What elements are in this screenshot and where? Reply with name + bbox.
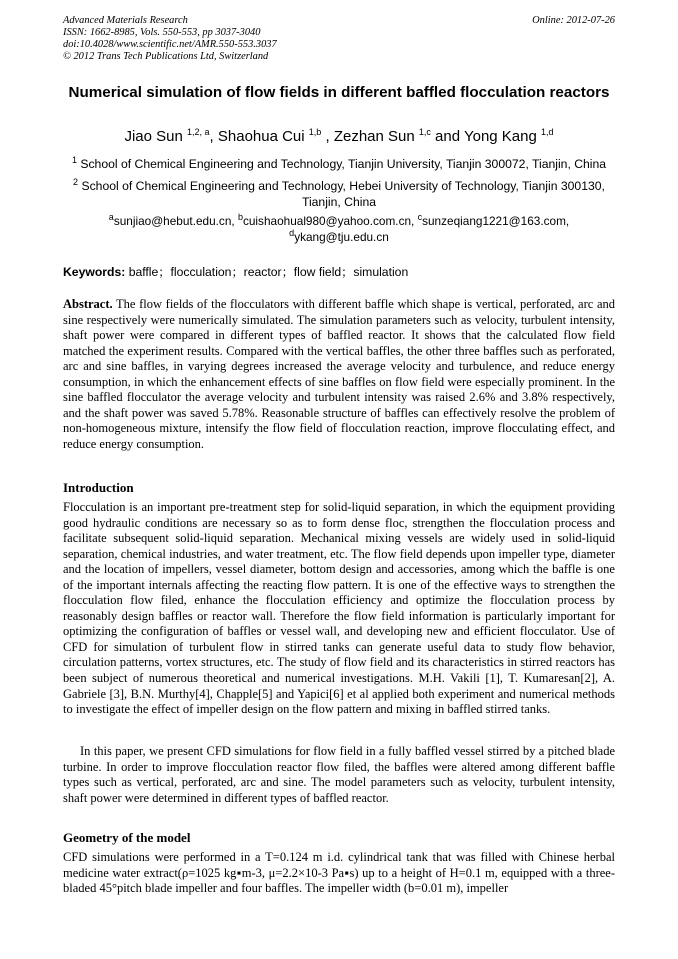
email-mark: d xyxy=(289,227,295,238)
email-mark: c xyxy=(417,212,423,223)
affiliation-mark: 1 xyxy=(71,154,77,165)
email-mark: a xyxy=(108,212,114,223)
section-heading-introduction: Introduction xyxy=(63,480,134,495)
author-name: Shaohua Cui xyxy=(217,128,305,145)
introduction-paragraph-2: In this paper, we present CFD simulations for flow field in a fully baffled vessel stirred by a pitched blade turbine. In order to improve flocculation reactor flow filed, the baffles were altered among different baffle types such as vertical, perforated, arc and sine. The model parameters such as velocity, turbulent intensity, shaft power were determined in different types of baffled reactor. xyxy=(63,744,615,805)
doi-line: doi:10.4028/www.scientific.net/AMR.550-553.3037 xyxy=(63,39,277,50)
author-affiliation-mark: 1,b xyxy=(308,127,322,137)
paper-title: Numerical simulation of flow fields in different baffled flocculation reactors xyxy=(68,84,610,101)
author-name: Jiao Sun xyxy=(124,128,183,145)
keywords xyxy=(63,265,615,280)
email-address[interactable]: sunjiao@hebut.edu.cn, xyxy=(113,214,238,228)
affiliation-mark: 2 xyxy=(73,176,79,187)
affiliation-text: School of Chemical Engineering and Technology, Hebei University of Technology, Tianjin 300130, Tianjin, China xyxy=(78,179,605,209)
email-list xyxy=(63,214,615,245)
journal-name: Advanced Materials Research xyxy=(63,15,188,26)
email-address[interactable]: ykang@tju.edu.cn xyxy=(294,229,389,244)
issn-line: ISSN: 1662-8985, Vols. 550-553, pp 3037-3040 xyxy=(63,27,261,38)
journal-header xyxy=(63,15,277,63)
author-affiliation-mark: 1,d xyxy=(541,127,554,137)
affiliation-text: School of Chemical Engineering and Technology, Tianjin University, Tianjin 300072, Tianjin, China xyxy=(76,157,607,171)
keywords-text: baffle；flocculation；reactor；flow field；simulation xyxy=(125,265,409,279)
abstract-text: The flow fields of the flocculators with different baffle which shape is vertical, perforated, arc and sine respectively were numerically simulated. The simulation parameters such as velocity, turbulent intensity, shaft power were compared in different types of baffled reactor. It shows that the calculated flow field matched the experiment results. Compared with the vertical baffles, the other three baffles such as perforated, arc and sine baffles, in varying degrees increased the average velocity and turbulence, and reduce energy consumption, in which the enhancement effects of sine baffles on flow field were especially prominent. In the sine baffled flocculator the average velocity and turbulent intensity was raised 2.6% and 3.8% respectively, and the shaft power was saved 5.78%. Reasonable structure of baffles can effectively resolve the problem of non-homogeneous mixture, intensify the flow field of flocculation reaction, improve flocculating effect, and reduce energy consumption. xyxy=(63,297,615,451)
author-name: Zezhan Sun xyxy=(333,128,415,145)
author-separator: , xyxy=(321,128,334,145)
affiliation-1 xyxy=(63,156,615,172)
introduction-paragraph-1: Flocculation is an important pre-treatment step for solid-liquid separation, in which the equipment providing good hydraulic conditions are necessary so as to form dense floc, strengthen the flocculation process and facilitate subsequent solid-liquid separation. Mechanical mixing vessels are widely used in solid-liquid separation, chemical industries, and water treatment, etc. The flow field depends upon impeller type, diameter and the location of impellers, vessel diameter, bottom design and accessories, among which the baffle is one of the important internals affecting the reacting flow pattern. It is one of the effective ways to strengthen the flocculation flow filed, enhance the flocculation efficiency and optimize the flocculation process by reasonably design baffles or reactor wall. Therefore the flow field information is particularly important for optimizing the configuration of baffles or vessel wall, and developing new and efficient flocculator. Use of CFD for simulation of turbulent flow in stirred tanks can generate useful data to study flow behavior, circulation patterns, vortex structures, etc. The study of flow field and its characteristics in stirred reactors has been subject of numerous theoretical and numerical investigations. M.H. Vakili [1], T. Kumaresan[2], A. Gabriele [3], B.N. Murthy[4], Chapple[5] and Yapici[6] et al applied both experiment and numerical methods to investigate the effect of impeller design on the flow pattern and mixing in baffled stirred tanks. xyxy=(63,500,615,717)
affiliation-2 xyxy=(63,178,615,210)
abstract-label: Abstract. xyxy=(63,297,113,311)
author-list xyxy=(63,128,615,146)
email-address[interactable]: cuishaohual980@yahoo.com.cn, xyxy=(242,214,418,228)
keywords-label: Keywords: xyxy=(63,265,126,279)
section-heading-geometry: Geometry of the model xyxy=(63,830,191,845)
email-address[interactable]: sunzeqiang1221@163.com, xyxy=(422,214,570,228)
abstract xyxy=(63,297,615,452)
geometry-paragraph-1: CFD simulations were performed in a T=0.124 m i.d. cylindrical tank that was filled with Chinese herbal medicine water extract(ρ=1025 kg▪m-3, μ=2.2×10-3 Pa▪s) up to a height of H=0.1 m, equipped with a three-bladed 45°pitch blade impeller and four baffles. The impeller width (b=0.01 m), impeller xyxy=(63,850,615,896)
author-affiliation-mark: 1,c xyxy=(418,127,431,137)
author-separator: and xyxy=(430,128,464,145)
author-affiliation-mark: 1,2, a xyxy=(187,127,210,137)
online-date: Online: 2012-07-26 xyxy=(532,15,615,26)
email-mark: b xyxy=(237,212,243,223)
author-name: Yong Kang xyxy=(463,128,537,145)
author-separator: , xyxy=(209,128,218,145)
copyright-line: © 2012 Trans Tech Publications Ltd, Switzerland xyxy=(63,51,269,62)
